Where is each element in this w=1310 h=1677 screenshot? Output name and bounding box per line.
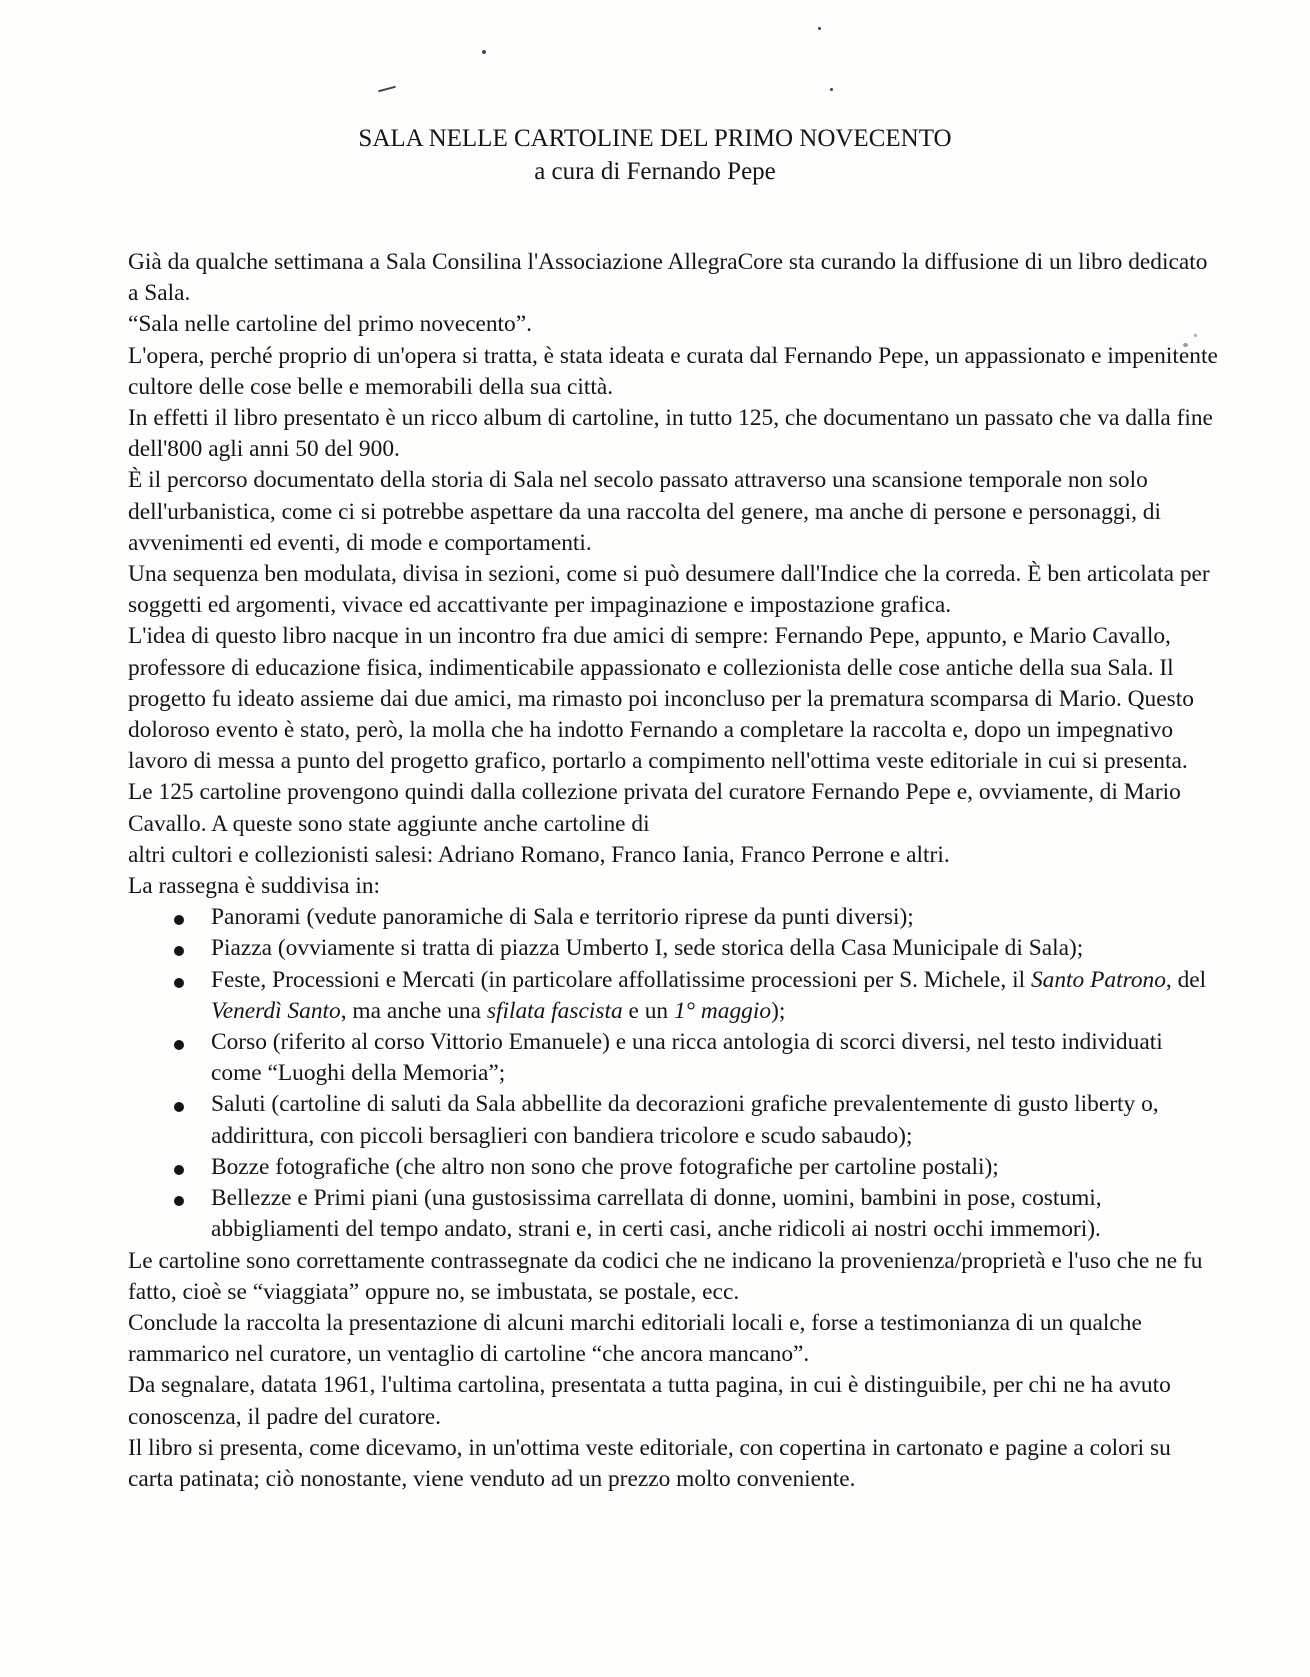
list-item <box>128 1152 1218 1183</box>
paragraph: “Sala nelle cartoline del primo novecento”. <box>128 311 532 338</box>
bullet-icon <box>174 1040 184 1050</box>
list-item <box>128 1089 1218 1151</box>
list-item-text: Bellezze e Primi piani (una gustosissima carrellata di donne, uomini, bambini in pose, costumi, abbigliamenti del tempo andato, strani e, in certi casi, anche ridicoli ai nostri occhi immemori). <box>211 1185 1102 1243</box>
bullet-icon <box>174 946 184 956</box>
list-item <box>128 965 1218 1027</box>
paragraph: In effetti il libro presentato è un ricco album di cartoline, in tutto 125, che documentano un passato che va dalla fine dell'800 agli anni 50 del 900. <box>128 405 1213 463</box>
article-body <box>128 247 1218 1495</box>
paragraph: altri cultori e collezionisti salesi: Adriano Romano, Franco Iania, Franco Perrone e altri. <box>128 841 950 868</box>
italic-text: 1° maggio <box>673 997 772 1024</box>
paragraph: Il libro si presenta, come dicevamo, in un'ottima veste editoriale, con copertina in cartonato e pagine a colori su carta patinata; ciò nonostante, viene venduto ad un prezzo molto conveniente. <box>128 1434 1171 1492</box>
text-run: e un <box>622 997 674 1024</box>
paragraph: Conclude la raccolta la presentazione di alcuni marchi editoriali locali e, forse a testimonianza di un qualche rammarico nel curatore, un ventaglio di cartoline “che ancora mancano”. <box>128 1309 1142 1368</box>
paragraph: Una sequenza ben modulata, divisa in sezioni, come si può desumere dall'Indice che la correda. È ben articolata per soggetti ed argomenti, vivace ed accattivante per impaginazione e impostazione grafica. <box>128 561 1210 619</box>
paragraph: È il percorso documentato della storia di Sala nel secolo passato attraverso una scansione temporale non solo dell'urbanistica, come ci si potrebbe aspettare da una raccolta del genere, ma anche di persone e personaggi, di avvenimenti ed eventi, di mode e comportamenti. <box>128 467 1161 556</box>
list-item <box>128 1183 1218 1245</box>
bullet-icon <box>174 1102 184 1112</box>
paragraph: Le 125 cartoline provengono quindi dalla collezione privata del curatore Fernando Pepe e, ovviamente, di Mario Cavallo. A queste sono state aggiunte anche cartoline di <box>128 779 1181 837</box>
list-item <box>128 933 1218 964</box>
list-item <box>128 1027 1218 1089</box>
list-item-text: Saluti (cartoline di saluti da Sala abbellite da decorazioni grafiche prevalentemente di gusto liberty o, addirittura, con piccoli bersaglieri con bandiera tricolore e scudo sabaudo); <box>211 1091 1159 1149</box>
scan-speck <box>818 27 821 30</box>
scan-speck <box>482 50 486 54</box>
paragraph: Da segnalare, datata 1961, l'ultima cartolina, presentata a tutta pagina, in cui è distinguibile, per chi ne ha avuto conoscenza, il padre del curatore. <box>128 1372 1171 1430</box>
list-item-text <box>211 967 1206 1024</box>
italic-text: Venerdì Santo <box>211 997 341 1024</box>
text-run: Feste, Processioni e Mercati (in particolare affollatissime processioni per S. Michele, il <box>211 966 1031 993</box>
bullet-icon <box>174 978 184 988</box>
paragraph: L'idea di questo libro nacque in un incontro fra due amici di sempre: Fernando Pepe, appunto, e Mario Cavallo, professore di educazione fisica, indimenticabile appassionato e collezionista delle cose antiche della sua Sala. Il progetto fu ideato assieme dai due amici, ma rimasto poi inconcluso per la prematura scomparsa di Mario. Questo doloroso evento è stato, però, la molla che ha indotto Fernando a completare la raccolta e, dopo un impegnativo lavoro di messa a punto del progetto grafico, portarlo a compimento nell'ottima veste editoriale in cui si presenta. <box>128 623 1194 775</box>
list-item <box>128 902 1218 933</box>
italic-text: Santo Patrono <box>1030 966 1166 993</box>
paragraph: La rassegna è suddivisa in: <box>128 873 381 900</box>
scan-speck <box>830 88 833 91</box>
document-header <box>0 122 1310 188</box>
document-subtitle: a cura di Fernando Pepe <box>534 158 776 185</box>
bullet-icon <box>174 1196 184 1206</box>
italic-text: sfilata fascista <box>486 997 623 1024</box>
paragraph: L'opera, perché proprio di un'opera si tratta, è stata ideata e curata dal Fernando Pepe, un appassionato e impenitente cultore delle cose belle e memorabili della sua città. <box>128 342 1218 400</box>
document-title: SALA NELLE CARTOLINE DEL PRIMO NOVECENTO <box>358 125 952 152</box>
list-item-text: Corso (riferito al corso Vittorio Emanuele) e una ricca antologia di scorci diversi, nel testo individuati come “Luoghi della Memoria”; <box>211 1029 1163 1087</box>
paragraph: Le cartoline sono correttamente contrassegnate da codici che ne indicano la provenienza/proprietà e l'uso che ne fu fatto, cioè se “viaggiata” oppure no, se imbustata, se postale, ecc. <box>128 1247 1203 1305</box>
list-item-text: Piazza (ovviamente si tratta di piazza Umberto I, sede storica della Casa Municipale di Sala); <box>211 935 1084 962</box>
bullet-icon <box>174 915 184 925</box>
list-item-text: Panorami (vedute panoramiche di Sala e territorio riprese da punti diversi); <box>211 904 914 931</box>
section-list <box>128 902 1218 1245</box>
text-run: ); <box>771 997 786 1024</box>
text-run: , ma anche una <box>340 997 487 1024</box>
list-item-text: Bozze fotografiche (che altro non sono che prove fotografiche per cartoline postali); <box>211 1153 999 1180</box>
paragraph: Già da qualche settimana a Sala Consilina l'Associazione AllegraCore sta curando la diffusione di un libro dedicato a Sala. <box>128 249 1208 307</box>
scan-speck <box>378 86 396 93</box>
bullet-icon <box>174 1165 184 1175</box>
text-run: , del <box>1165 966 1207 993</box>
